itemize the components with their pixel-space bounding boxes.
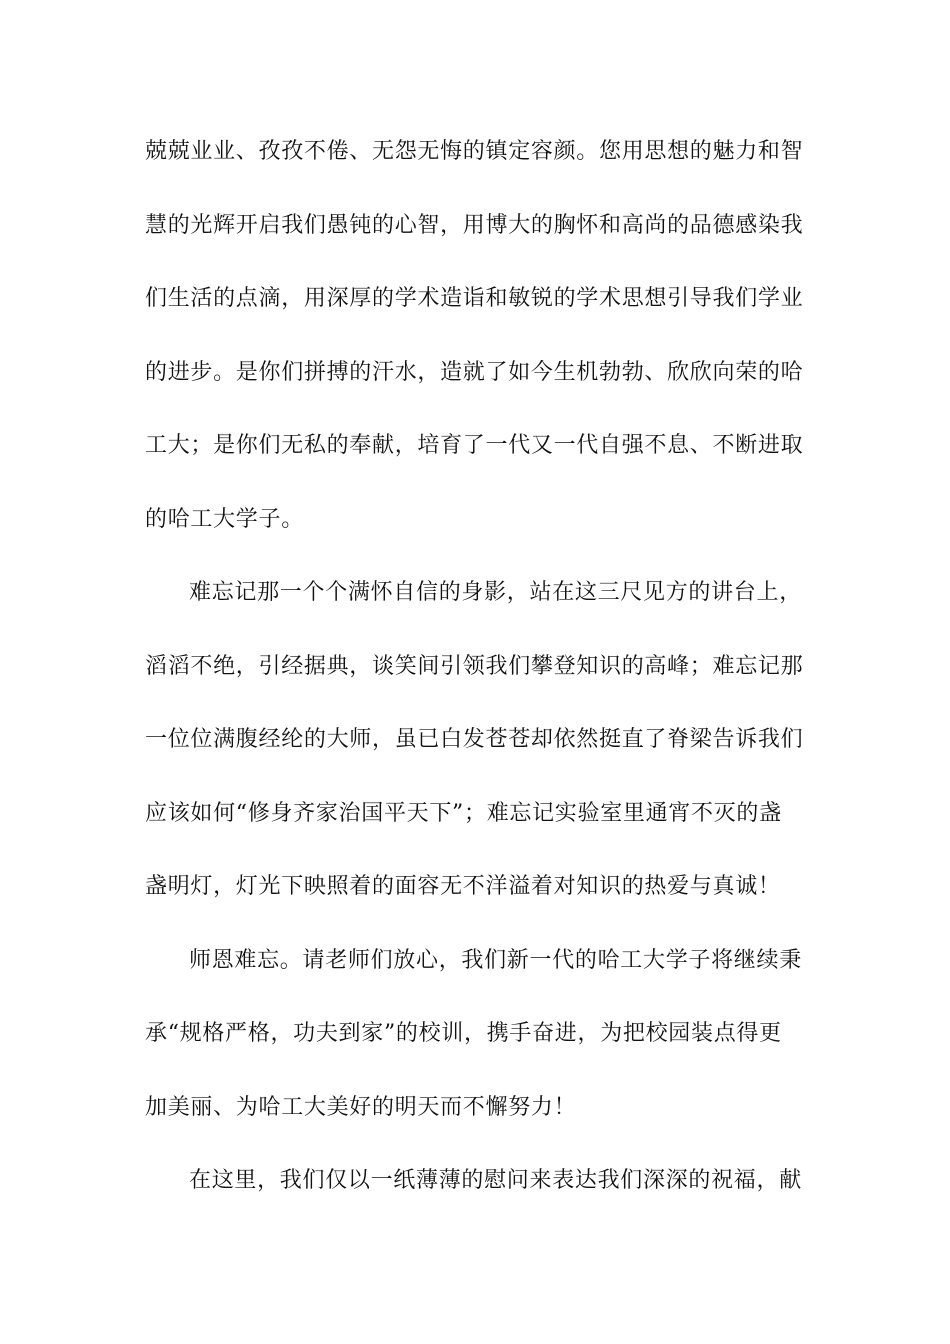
text-line: 们生活的点滴，用深厚的学术造诣和敏锐的学术思想引导我们学业	[145, 286, 804, 311]
text-line: 盏明灯，灯光下映照着的面容无不洋溢着对知识的热爱与真诚！	[145, 874, 781, 899]
paragraph-first-line: 师恩难忘。请老师们放心，我们新一代的哈工大学子将继续秉	[189, 947, 802, 973]
text-line: 承“规格严格，功夫到家”的校训，携手奋进，为把校园装点得更	[145, 1021, 782, 1046]
text-line: 应该如何“修身齐家治国平天下”；难忘记实验室里通宵不灭的盏	[145, 800, 782, 826]
text-line: 工大；是你们无私的奉献，培育了一代又一代自强不息、不断进取	[145, 433, 804, 458]
paragraph-first-line: 难忘记那一个个满怀自信的身影，站在这三尺见方的讲台上，	[189, 580, 802, 605]
text-line: 的进步。是你们拼搏的汗水，造就了如今生机勃勃、欣欣向荣的哈	[145, 359, 804, 385]
text-line: 兢兢业业、孜孜不倦、无怨无悔的镇定容颜。您用思想的魅力和智	[145, 139, 804, 164]
text-line: 滔滔不绝，引经据典，谈笑间引领我们攀登知识的高峰；难忘记那	[145, 653, 804, 679]
text-line: 一位位满腹经纶的大师，虽已白发苍苍却依然挺直了脊梁告诉我们	[145, 727, 804, 752]
text-line: 慧的光辉开启我们愚钝的心智，用博大的胸怀和高尚的品德感染我	[145, 212, 804, 238]
paragraph-first-line: 在这里，我们仅以一纸薄薄的慰问来表达我们深深的祝福，献	[189, 1168, 802, 1193]
document-body	[145, 128, 807, 1231]
text-line: 加美丽、为哈工大美好的明天而不懈努力！	[145, 1094, 577, 1120]
text-line: 的哈工大学子。	[145, 506, 304, 532]
